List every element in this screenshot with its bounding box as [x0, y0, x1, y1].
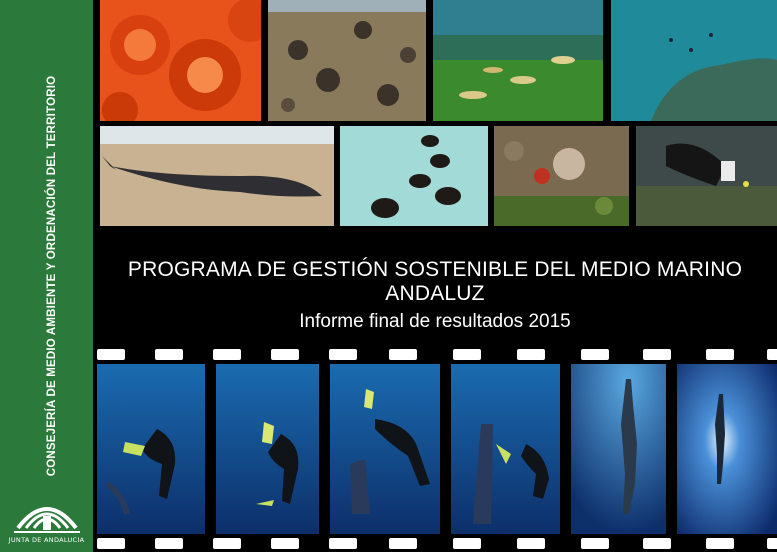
stranded-dolphin-photo [100, 126, 334, 226]
sprocket-hole [329, 349, 357, 360]
sprocket-hole [706, 538, 734, 549]
sprocket-hole [581, 538, 609, 549]
diver-frame-1 [97, 364, 205, 534]
diver-frame-5 [571, 364, 666, 534]
diver-frame-6 [677, 364, 777, 534]
report-subtitle: Informe final de resultados 2015 [299, 311, 571, 332]
sprocket-hole [581, 349, 609, 360]
sidebar [0, 0, 93, 552]
sprocket-hole [271, 349, 299, 360]
sprocket-hole [453, 538, 481, 549]
turtle-hatchlings-photo [340, 126, 488, 226]
sprocket-hole [389, 349, 417, 360]
reef-crab-photo [494, 126, 629, 226]
seagrass-fish-photo [433, 0, 603, 121]
sprocket-hole [155, 538, 183, 549]
underwater-rock-fish-photo [611, 0, 777, 121]
sprocket-hole [453, 349, 481, 360]
rocky-shore-urchins-photo [268, 0, 426, 121]
sprocket-hole [213, 349, 241, 360]
diver-frame-2 [216, 364, 319, 534]
sprocket-hole [155, 349, 183, 360]
sprocket-hole [271, 538, 299, 549]
sprocket-hole [767, 349, 777, 360]
sprocket-hole [97, 538, 125, 549]
report-title: PROGRAMA DE GESTIÓN SOSTENIBLE DEL MEDIO MARINO ANDALUZ [127, 258, 743, 305]
sprocket-hole [767, 538, 777, 549]
sprocket-hole [329, 538, 357, 549]
sprocket-hole [643, 349, 671, 360]
sprocket-hole [389, 538, 417, 549]
department-name: CONSEJERÍA DE MEDIO AMBIENTE Y ORDENACIÓN DEL TERRITORIO [46, 75, 58, 477]
sprocket-hole [706, 349, 734, 360]
sprocket-hole [517, 349, 545, 360]
logo-caption: JUNTA DE ANDALUCIA [8, 536, 85, 544]
diver-survey-photo [636, 126, 777, 226]
sprocket-hole [213, 538, 241, 549]
diver-frame-4 [451, 364, 560, 534]
sprocket-hole [517, 538, 545, 549]
diver-frame-3 [330, 364, 440, 534]
orange-coral-photo [100, 0, 261, 121]
sprocket-hole [643, 538, 671, 549]
sprocket-hole [97, 349, 125, 360]
